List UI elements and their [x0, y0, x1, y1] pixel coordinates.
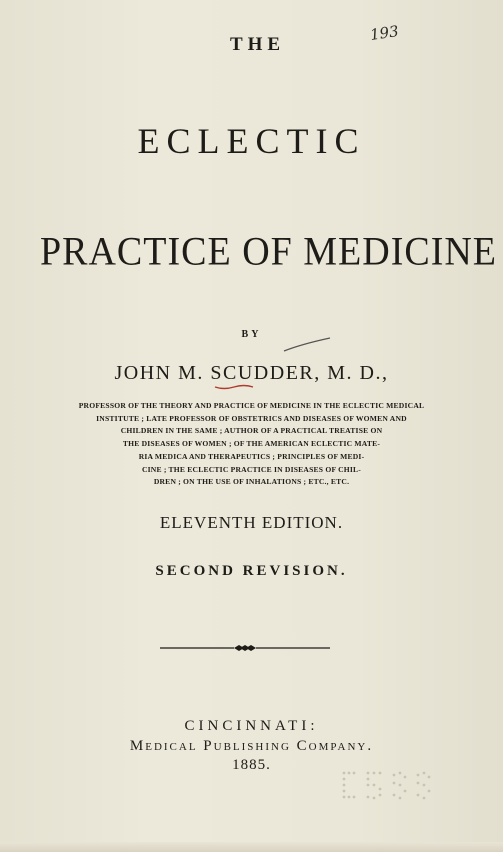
credentials-line: CHILDREN IN THE SAME ; AUTHOR OF A PRACTICAL TREATISE ON — [120, 426, 383, 436]
publication-year: 1885. — [232, 757, 271, 773]
handwritten-shelfmark: 193 — [368, 22, 400, 44]
credentials-line: INSTITUTE ; LATE PROFESSOR OF OBSTETRICS AND DISEASES OF WOMEN AND — [96, 413, 407, 423]
publication-city: CINCINNATI: — [184, 718, 319, 734]
pencil-mark-icon — [282, 336, 332, 354]
credentials-line: RIA MEDICA AND THERAPEUTICS ; PRINCIPLES OF MEDI- — [138, 451, 365, 461]
credentials-line: PROFESSOR OF THE THEORY AND PRACTICE OF MEDICINE IN THE ECLECTIC MEDICAL — [78, 401, 425, 410]
publisher-name: Medical Publishing Company. — [129, 738, 374, 754]
ornamental-rule-icon — [160, 642, 330, 654]
author-credentials — [50, 400, 453, 489]
page-bottom-edge — [0, 842, 503, 852]
title-practice-of-medicine: PRACTICE OF MEDICINE — [40, 229, 498, 275]
perforated-stamp-icon — [338, 765, 434, 805]
title-the: THE — [229, 34, 286, 55]
credentials-line: DREN ; ON THE USE OF INHALATIONS ; ETC., ETC. — [153, 477, 350, 487]
revision-line: SECOND REVISION. — [155, 563, 348, 579]
red-underline-icon — [214, 383, 254, 391]
author-name: JOHN M. SCUDDER, M. D., — [114, 362, 389, 384]
edition-line: ELEVENTH EDITION. — [159, 513, 344, 532]
title-eclectic: ECLECTIC — [137, 121, 366, 161]
by-line: BY — [241, 329, 262, 340]
credentials-line: THE DISEASES OF WOMEN ; OF THE AMERICAN ECLECTIC MATE- — [122, 439, 381, 449]
credentials-line: CINE ; THE ECLECTIC PRACTICE IN DISEASES OF CHIL- — [141, 464, 362, 474]
